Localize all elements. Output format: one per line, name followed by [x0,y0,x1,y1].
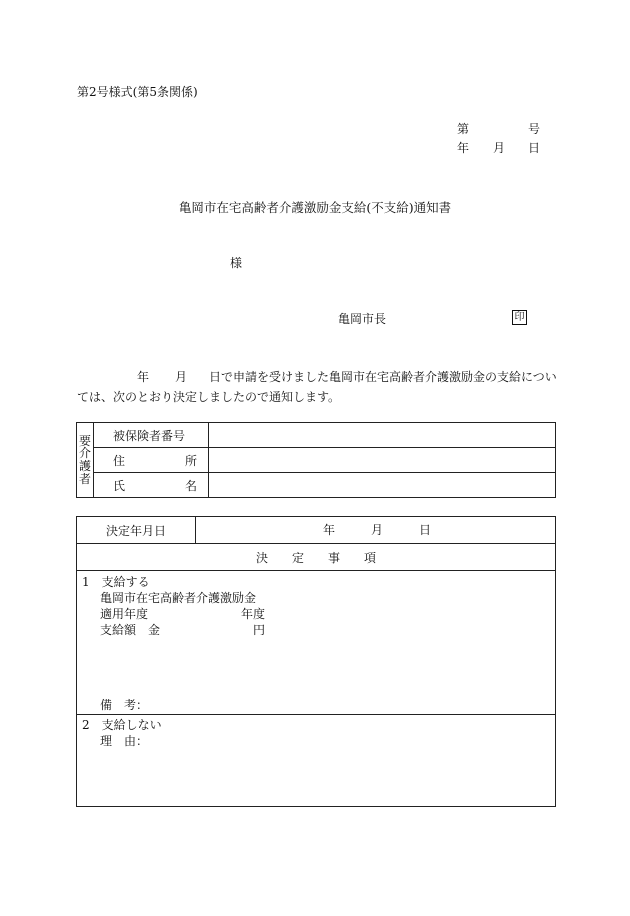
doc-number-prefix: 第 [457,122,470,136]
grant-title: 1 支給する [82,575,150,589]
body-rest-line1: 日で申請を受けました亀岡市在宅高齢者介護激励金の支給につい [209,370,557,384]
decision-table [76,516,556,807]
care-recipient-side-label: 要 介 護 者 [77,423,94,498]
issuer-name: 亀岡市長 [338,312,387,326]
decision-date-day: 日 [419,523,432,537]
doc-date-day: 日 [528,141,541,155]
section-grant [77,571,556,715]
reason-label: 理 由： [100,734,149,748]
decision-date-year: 年 [323,523,336,537]
name-label: 氏 名 [94,473,209,498]
remarks-label: 備 考： [100,698,149,712]
section-deny [77,715,556,807]
notice-body-line2: ては、次のとおり決定しましたので通知します。 [77,390,341,404]
notice-body [77,367,555,407]
doc-date-year: 年 [457,141,470,155]
grant-item-name: 亀岡市在宅高齢者介護激励金 [100,591,257,605]
insured-number-value[interactable] [209,423,556,448]
document-title: 亀岡市在宅高齢者介護激励金支給(不支給)通知書 [178,200,452,215]
insured-number-label: 被保険者番号 [94,423,209,448]
doc-date-month: 月 [493,141,506,155]
body-month: 月 [175,370,188,384]
name-value[interactable] [209,473,556,498]
body-year: 年 [137,370,150,384]
form-number: 第2号様式(第5条関係) [77,85,198,99]
addressee-suffix: 様 [230,256,243,270]
decision-date-value[interactable] [196,517,556,544]
amount-suffix: 円 [253,623,266,637]
decision-items-header: 決 定 事 項 [77,544,556,571]
notice-body-line1 [77,367,555,387]
care-recipient-table [76,422,556,498]
decision-date-label: 決定年月日 [77,517,196,544]
seal-mark: 印 [512,310,527,325]
decision-date-month: 月 [371,523,384,537]
deny-title: 2 支給しない [82,718,162,732]
address-value[interactable] [209,448,556,473]
address-label: 住 所 [94,448,209,473]
fiscal-year-suffix: 年度 [241,607,266,621]
fiscal-year-label: 適用年度 [100,607,149,621]
doc-number-suffix: 号 [528,122,541,136]
amount-label: 支給額 金 [100,623,161,637]
